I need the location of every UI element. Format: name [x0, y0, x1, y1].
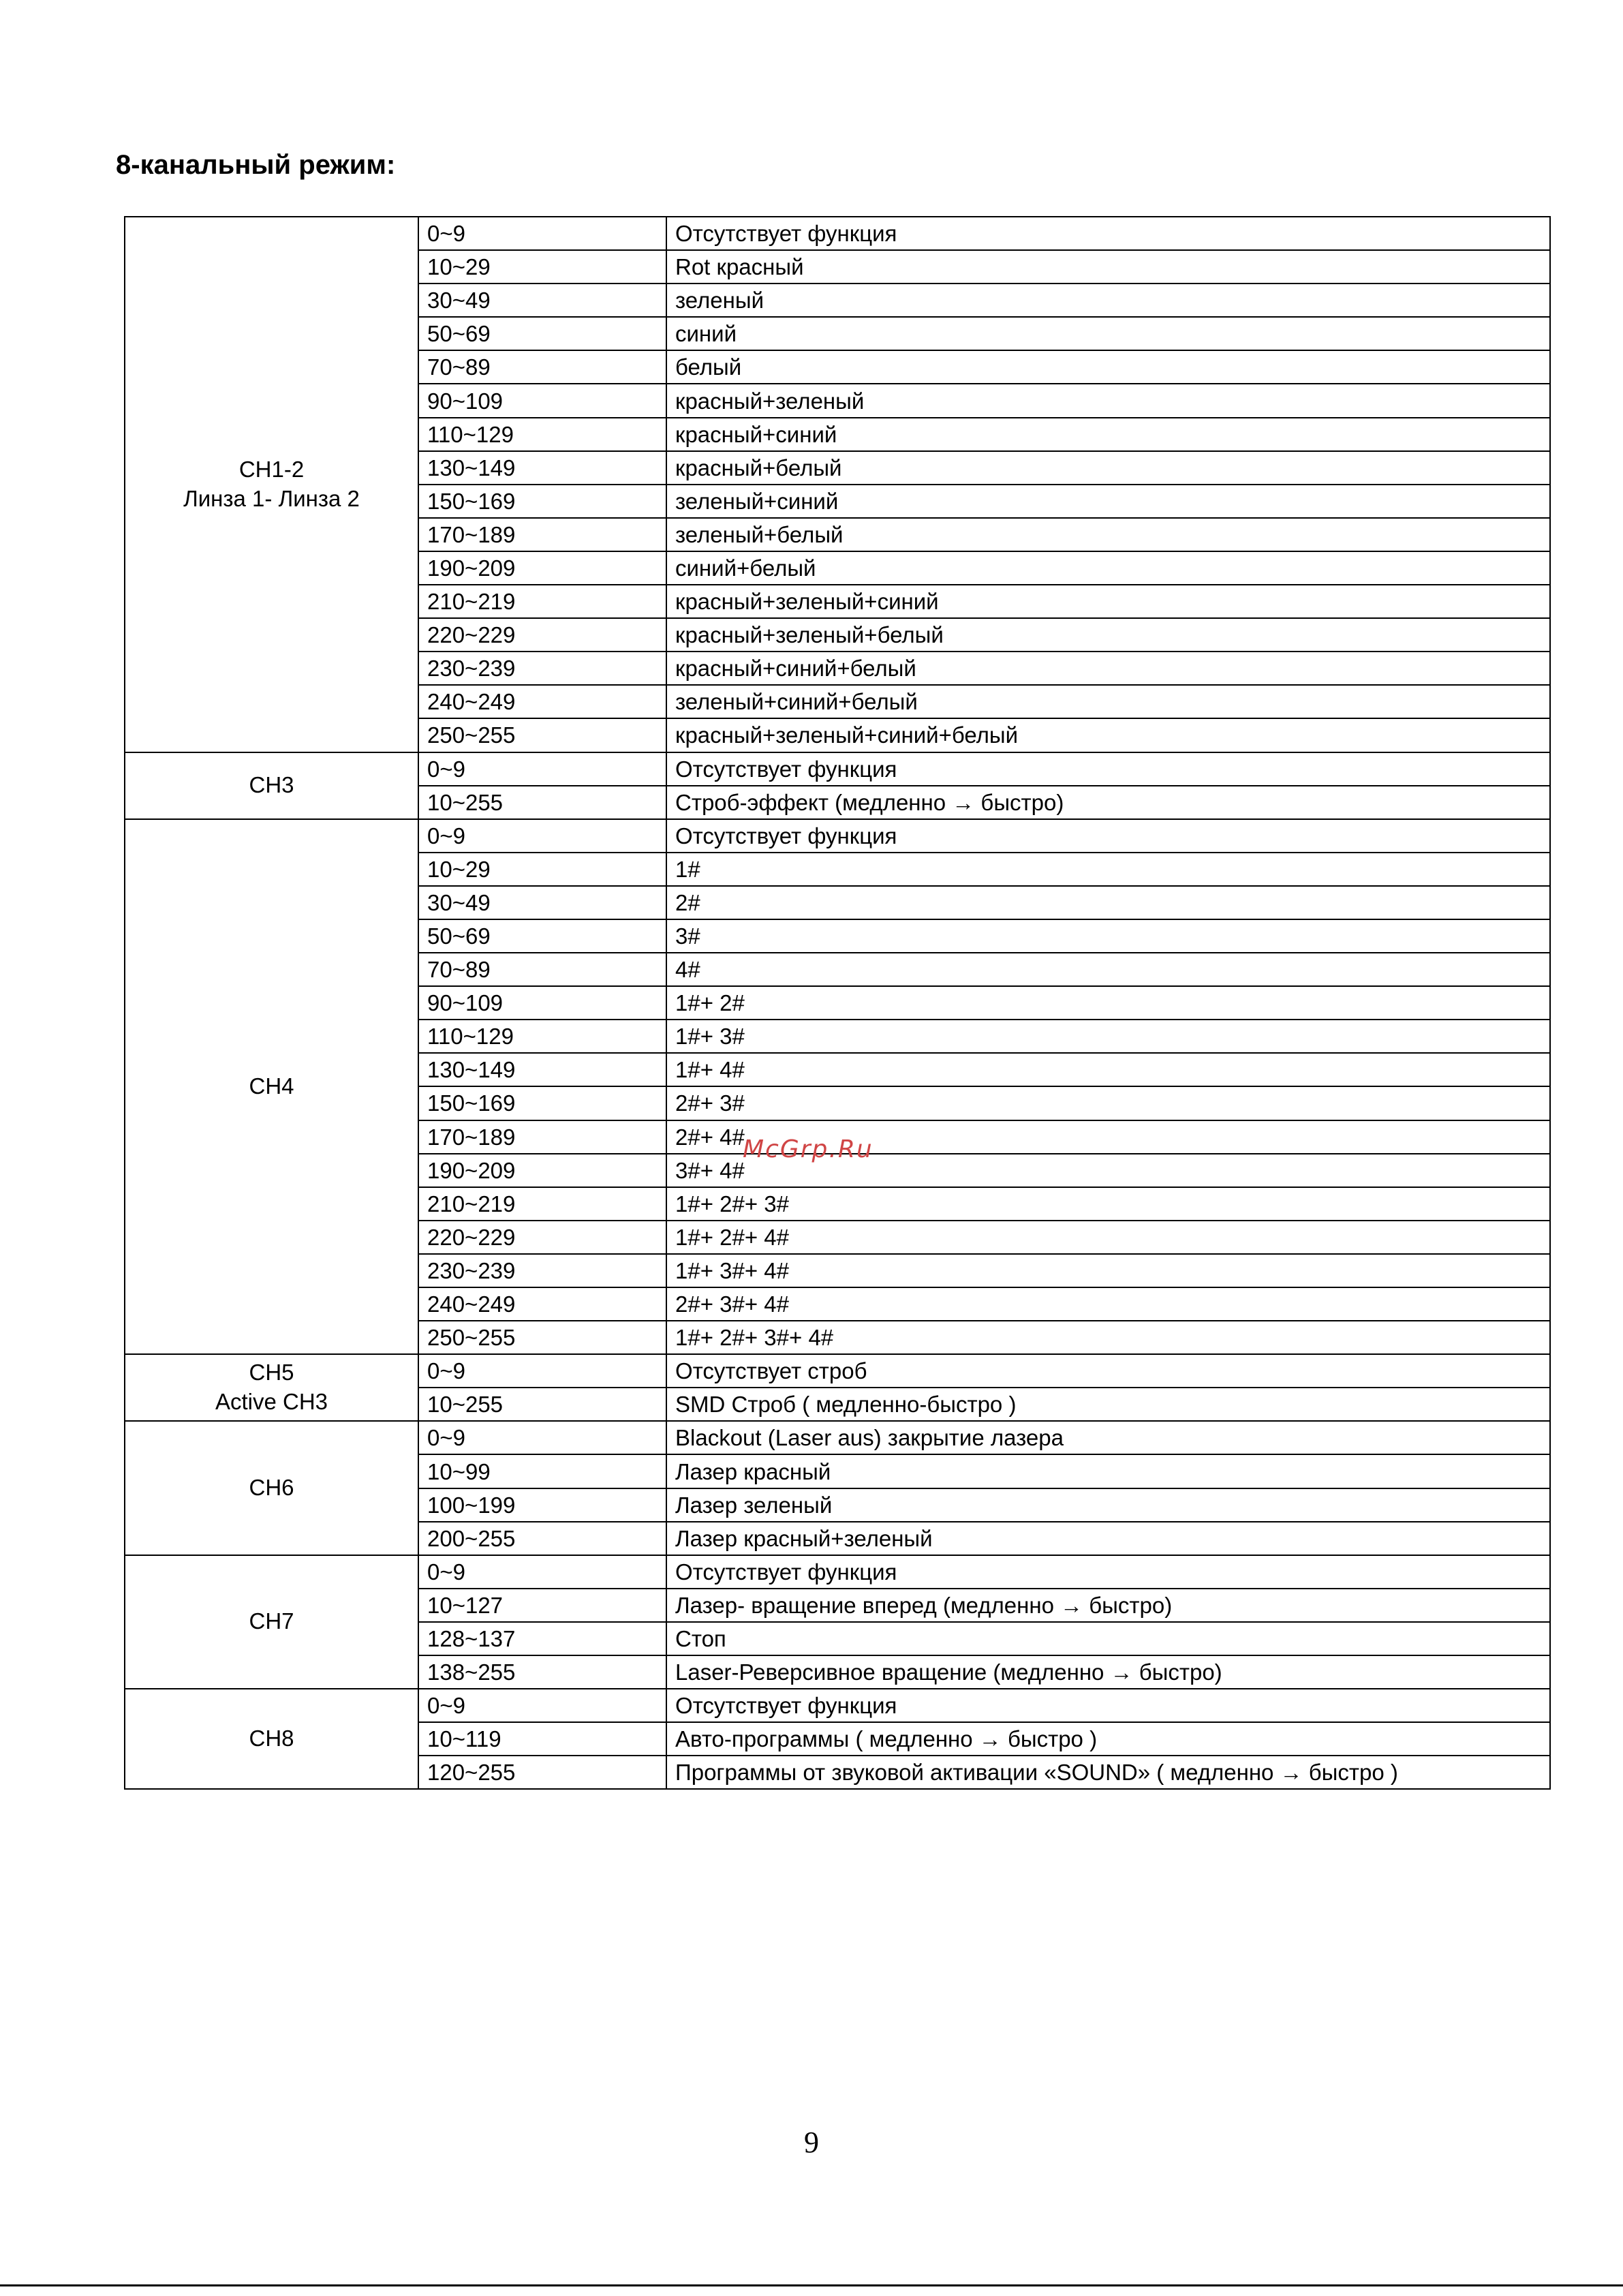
- function-cell: Отсутствует функция: [666, 1555, 1550, 1589]
- value-range-cell: 110~129: [418, 1020, 666, 1053]
- value-range-cell: 0~9: [418, 1555, 666, 1589]
- value-range-cell: 250~255: [418, 718, 666, 752]
- channel-cell: [125, 1421, 418, 1555]
- value-range-cell: 110~129: [418, 418, 666, 451]
- channel-name: CH4: [249, 1073, 294, 1099]
- watermark: McGrp.Ru: [743, 1135, 874, 1163]
- value-range-cell: 150~169: [418, 485, 666, 518]
- table-row: [125, 752, 1550, 786]
- section-heading: 8-канальный режим:: [116, 150, 396, 180]
- value-range-cell: 150~169: [418, 1086, 666, 1120]
- channel-name: CH7: [249, 1608, 294, 1634]
- value-range-cell: 240~249: [418, 685, 666, 718]
- function-cell: 4#: [666, 953, 1550, 986]
- value-range-cell: 0~9: [418, 752, 666, 786]
- channel-name: CH6: [249, 1475, 294, 1501]
- function-cell: 1#+ 2#: [666, 986, 1550, 1020]
- value-range-cell: 250~255: [418, 1321, 666, 1354]
- function-cell: Отсутствует функция: [666, 819, 1550, 853]
- channel-cell: [125, 1354, 418, 1421]
- table-row: [125, 217, 1550, 250]
- value-range-cell: 70~89: [418, 350, 666, 384]
- value-range-cell: 170~189: [418, 518, 666, 551]
- function-cell: синий: [666, 317, 1550, 350]
- channel-name: CH5: [249, 1360, 294, 1386]
- value-range-cell: 70~89: [418, 953, 666, 986]
- value-range-cell: 0~9: [418, 217, 666, 250]
- value-range-cell: 130~149: [418, 1053, 666, 1086]
- table-row: [125, 1421, 1550, 1454]
- value-range-cell: 10~29: [418, 853, 666, 886]
- function-cell: Стоп: [666, 1622, 1550, 1655]
- function-cell: SMD Строб ( медленно-быстро ): [666, 1388, 1550, 1421]
- value-range-cell: 230~239: [418, 652, 666, 685]
- function-cell: 1#+ 4#: [666, 1053, 1550, 1086]
- value-range-cell: 130~149: [418, 451, 666, 485]
- value-range-cell: 50~69: [418, 919, 666, 953]
- value-range-cell: 30~49: [418, 284, 666, 317]
- value-range-cell: 190~209: [418, 551, 666, 585]
- function-cell: 2#+ 4#: [666, 1120, 1550, 1154]
- value-range-cell: 190~209: [418, 1154, 666, 1187]
- function-cell: Отсутствует функция: [666, 752, 1550, 786]
- function-cell: 2#+ 3#: [666, 1086, 1550, 1120]
- table-row: [125, 1689, 1550, 1722]
- function-cell: 1#+ 3#+ 4#: [666, 1254, 1550, 1287]
- value-range-cell: 200~255: [418, 1522, 666, 1555]
- value-range-cell: 220~229: [418, 1221, 666, 1254]
- channel-subname: Линза 1- Линза 2: [183, 485, 360, 511]
- function-cell: 1#: [666, 853, 1550, 886]
- function-cell: 2#: [666, 886, 1550, 919]
- value-range-cell: 0~9: [418, 819, 666, 853]
- channel-name: CH3: [249, 772, 294, 798]
- channel-name: CH1-2: [238, 456, 305, 482]
- bottom-rule: [0, 2284, 1623, 2286]
- value-range-cell: 0~9: [418, 1421, 666, 1454]
- function-cell: Лазер зеленый: [666, 1488, 1550, 1522]
- value-range-cell: 30~49: [418, 886, 666, 919]
- function-cell: зеленый: [666, 284, 1550, 317]
- table-row: [125, 1354, 1550, 1388]
- value-range-cell: 210~219: [418, 585, 666, 618]
- function-cell: Blackout (Laser aus) закрытие лазера: [666, 1421, 1550, 1454]
- dmx-channel-table-body: [125, 217, 1550, 1789]
- value-range-cell: 50~69: [418, 317, 666, 350]
- dmx-channel-table: [124, 216, 1551, 1790]
- value-range-cell: 10~255: [418, 1388, 666, 1421]
- value-range-cell: 220~229: [418, 618, 666, 652]
- function-cell: 1#+ 2#+ 3#: [666, 1187, 1550, 1221]
- channel-cell: [125, 1555, 418, 1689]
- function-cell: красный+зеленый+синий: [666, 585, 1550, 618]
- function-cell: красный+зеленый+белый: [666, 618, 1550, 652]
- table-row: [125, 819, 1550, 853]
- function-cell: Лазер красный: [666, 1454, 1550, 1488]
- value-range-cell: 230~239: [418, 1254, 666, 1287]
- value-range-cell: 0~9: [418, 1354, 666, 1388]
- channel-name: CH8: [249, 1726, 294, 1751]
- function-cell: красный+синий: [666, 418, 1550, 451]
- page-number: 9: [804, 2126, 819, 2159]
- function-cell: 2#+ 3#+ 4#: [666, 1287, 1550, 1321]
- function-cell: зеленый+синий+белый: [666, 685, 1550, 718]
- function-cell: 1#+ 3#: [666, 1020, 1550, 1053]
- function-cell: красный+белый: [666, 451, 1550, 485]
- value-range-cell: 0~9: [418, 1689, 666, 1722]
- function-cell: 1#+ 2#+ 3#+ 4#: [666, 1321, 1550, 1354]
- function-cell: Отсутствует функция: [666, 1689, 1550, 1722]
- value-range-cell: 10~127: [418, 1589, 666, 1622]
- function-cell: Лазер- вращение вперед (медленно → быстро): [666, 1589, 1550, 1622]
- value-range-cell: 138~255: [418, 1655, 666, 1689]
- function-cell: белый: [666, 350, 1550, 384]
- function-cell: красный+зеленый+синий+белый: [666, 718, 1550, 752]
- function-cell: Rot красный: [666, 250, 1550, 284]
- function-cell: Отсутствует функция: [666, 217, 1550, 250]
- value-range-cell: 120~255: [418, 1756, 666, 1789]
- value-range-cell: 90~109: [418, 986, 666, 1020]
- function-cell: 3#+ 4#: [666, 1154, 1550, 1187]
- value-range-cell: 10~29: [418, 250, 666, 284]
- channel-cell: [125, 819, 418, 1355]
- function-cell: Отсутствует строб: [666, 1354, 1550, 1388]
- value-range-cell: 128~137: [418, 1622, 666, 1655]
- function-cell: 1#+ 2#+ 4#: [666, 1221, 1550, 1254]
- function-cell: Laser-Реверсивное вращение (медленно → быстро): [666, 1655, 1550, 1689]
- value-range-cell: 10~99: [418, 1454, 666, 1488]
- value-range-cell: 240~249: [418, 1287, 666, 1321]
- function-cell: 3#: [666, 919, 1550, 953]
- table-row: [125, 1555, 1550, 1589]
- function-cell: зеленый+белый: [666, 518, 1550, 551]
- value-range-cell: 100~199: [418, 1488, 666, 1522]
- function-cell: Лазер красный+зеленый: [666, 1522, 1550, 1555]
- value-range-cell: 170~189: [418, 1120, 666, 1154]
- function-cell: Строб-эффект (медленно → быстро): [666, 786, 1550, 819]
- channel-cell: [125, 1689, 418, 1789]
- function-cell: синий+белый: [666, 551, 1550, 585]
- value-range-cell: 10~119: [418, 1722, 666, 1756]
- function-cell: Авто-программы ( медленно → быстро ): [666, 1722, 1550, 1756]
- channel-subname: Active CH3: [215, 1389, 328, 1415]
- function-cell: Программы от звуковой активации «SOUND» ( медленно → быстро ): [666, 1756, 1550, 1789]
- value-range-cell: 90~109: [418, 384, 666, 417]
- function-cell: зеленый+синий: [666, 485, 1550, 518]
- value-range-cell: 210~219: [418, 1187, 666, 1221]
- value-range-cell: 10~255: [418, 786, 666, 819]
- channel-cell: [125, 752, 418, 819]
- channel-cell: [125, 217, 418, 752]
- function-cell: красный+синий+белый: [666, 652, 1550, 685]
- function-cell: красный+зеленый: [666, 384, 1550, 417]
